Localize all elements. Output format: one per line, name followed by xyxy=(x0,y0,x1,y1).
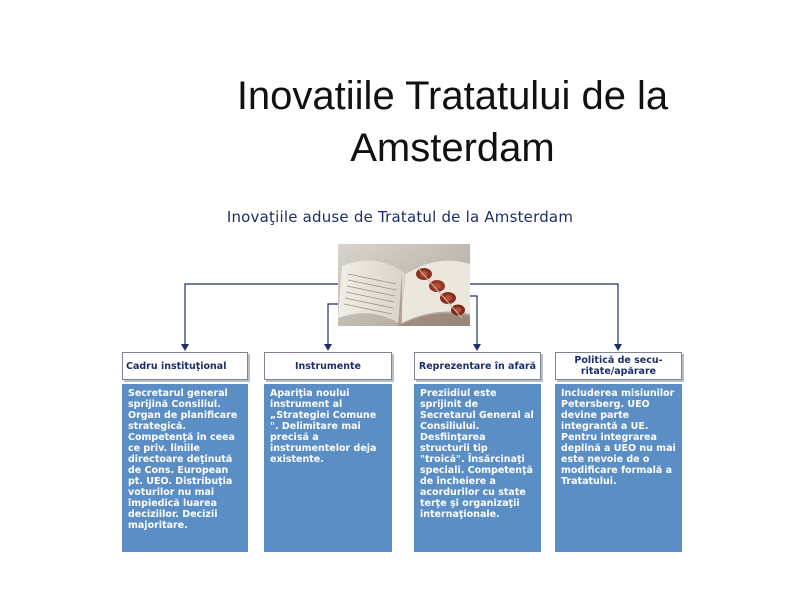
diagram-subtitle: Inovaţiile aduse de Tratatul de la Amsterdam xyxy=(226,208,574,226)
column-body-instrumente: Apariţia noului instrument al „Strategiei Comune ". Delimitare mai precisă a instrumentelor deja existente. xyxy=(264,384,392,552)
column-header-reprezentare: Reprezentare în afară xyxy=(414,352,541,380)
column-body-reprezentare: Preziidiul este sprijinit de Secretarul General al Consiliului. Desfiinţarea structurii tip "troică". Însărcinaţi speciali. Competenţă de încheiere a acordurilor cu state terţe şi organizaţii internaţionale. xyxy=(414,384,541,552)
column-header-politica: Politică de secu-ritate/apărare xyxy=(555,352,682,380)
column-header-instrumente: Instrumente xyxy=(264,352,392,380)
slide-title: Inovatiile Tratatului de la Amsterdam xyxy=(236,74,669,170)
column-body-cadru: Secretarul general sprijină Consiliul. Organ de planificare strategică. Competenţă în ceea ce priv. liniile directoare deţinută de Cons. European pt. UEO. Distribuţia voturilor nu mai împiedică luarea deciziilor. Decizii majoritare. xyxy=(122,384,248,552)
column-body-politica: Includerea misiunilor Petersberg. UEO devine parte integrantă a UE. Pentru integrarea deplină a UEO nu mai este nevoie de o modificare formală a Tratatului. xyxy=(555,384,682,552)
column-header-cadru: Cadru instituţional xyxy=(122,352,248,380)
